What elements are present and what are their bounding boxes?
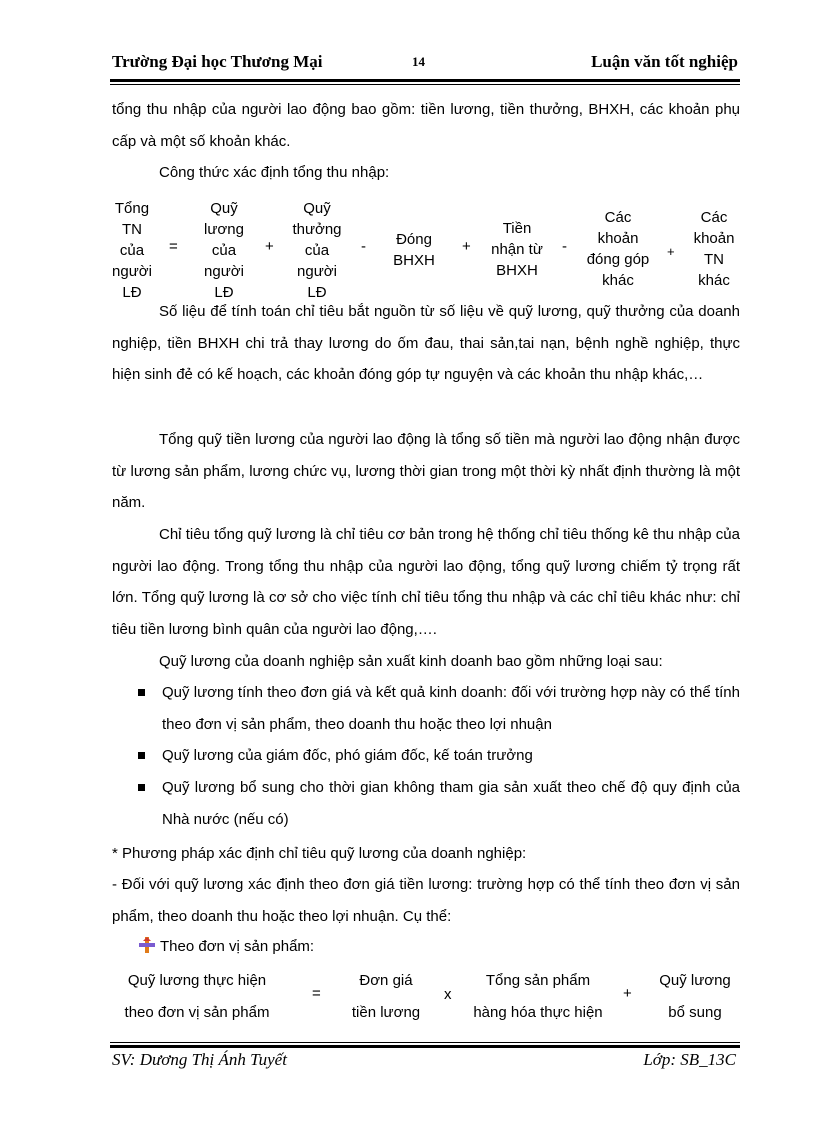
formula-text: người [297,263,337,280]
formula-text: người [112,263,152,280]
formula-text: người [204,263,244,280]
formula-text: của [119,242,145,259]
paragraph-7: * Phương pháp xác định chỉ tiêu quỹ lương của doanh nghiệp: [112,845,527,862]
formula-text: Các [604,209,632,226]
formula-text: nhận từ [491,241,543,258]
formula-text: tiền lương [351,1004,421,1021]
header-rule-thin [110,84,740,85]
plus-sign: + [667,244,675,259]
footer-rule [110,1045,740,1048]
formula-text: Quỹ lương [659,972,731,989]
formula-text: Quỹ [210,200,238,217]
paragraph-4: Tổng quỹ tiền lương của người lao động là tổng số tiền mà người lao động nhận được từ lương sản phẩm, lương chức vụ, lương thời gian trong một thời kỳ nhất định thường là một năm. [112,431,740,511]
bullet-marker [138,784,145,791]
bullet-item-1: Quỹ lương tính theo đơn giá và kết quả kinh doanh: đối với trường hợp này có thể tính theo đơn vị sản phẩm, theo doanh thu hoặc theo lợi nhuận [162,684,740,733]
formula-text: Tổng [114,200,150,217]
formula-term-bonus-fund [286,198,348,303]
paragraph-2: Công thức xác định tổng thu nhập: [159,164,390,181]
formula-text: của [211,242,237,259]
minus-sign: - [562,238,567,255]
formula-text: Đóng [396,231,432,248]
formula-term-salary-fund [196,198,252,303]
formula-term-bhxh-contribution [384,229,444,271]
plus-sign: + [265,238,274,255]
formula-text: Quỹ lương thực hiện [127,972,267,989]
formula-text: LĐ [307,284,327,301]
page-number: 14 [412,54,425,69]
formula-text: BHXH [496,262,538,279]
header-thesis: Luận văn tốt nghiệp [591,52,738,71]
paragraph-3: Số liệu để tính toán chỉ tiêu bắt nguồn từ số liệu về quỹ lương, quỹ thưởng của doanh nghiệp, tiền BHXH chi trả thay lương do ốm đau, thai sản,tai nạn, bệnh nghề nghiệp, thực hiện sinh đẻ có kế hoạch, các khoản đóng góp tự nguyện và các khoản thu nhập khác,… [112,303,740,383]
paragraph-6: Quỹ lương của doanh nghiệp sản xuất kinh doanh bao gồm những loại sau: [159,653,663,670]
formula-text: lương [204,221,244,238]
formula-term-product-salary-fund [112,965,282,1029]
paragraph-9: Theo đơn vị sản phẩm: [160,938,315,955]
bullet-item-2: Quỹ lương của giám đốc, phó giám đốc, kế toán trưởng [162,747,533,764]
bullet-item-3: Quỹ lương bổ sung cho thời gian không tham gia sản xuất theo chế độ quy định của Nhà nước (nếu có) [162,779,740,828]
paragraph-1: tổng thu nhập của người lao động bao gồm: tiền lương, tiền thưởng, BHXH, các khoản phụ cấp và một số khoản khác. [112,101,740,150]
formula-text: Tổng sản phẩm [485,972,591,989]
equals-sign: = [312,985,321,1002]
formula-text: LĐ [214,284,234,301]
plus-arrow-icon [139,937,155,953]
formula-text: BHXH [393,252,435,269]
bullet-marker [138,752,145,759]
times-sign: x [444,986,452,1003]
formula-text: Quỹ [303,200,331,217]
formula-term-other-income [686,207,742,291]
paragraph-5: Chỉ tiêu tổng quỹ lương là chỉ tiêu cơ bản trong hệ thống chỉ tiêu thống kê thu nhập của người lao động. Trong tổng thu nhập của người lao động, tổng quỹ lương chiếm tỷ trọng rất lớn. Tổng quỹ lương là cơ sở cho việc tính chỉ tiêu tổng thu nhập và các chỉ tiêu khác như: chỉ tiêu tiền lương bình quân của người lao động,…. [112,526,740,638]
formula-text: hàng hóa thực hiện [473,1004,603,1021]
formula-term-contributions [580,207,656,291]
plus-sign: + [623,985,632,1002]
footer-rule-thin [110,1042,740,1043]
formula-text: khoản [597,230,639,247]
formula-text: đóng góp [586,251,650,268]
page-header [112,52,738,78]
formula-text: Tiền [502,220,532,237]
formula-text: theo đơn vị sản phẩm [124,1004,270,1021]
header-rule [110,79,740,82]
equals-sign: = [169,238,178,255]
header-school: Trường Đại học Thương Mại [112,52,323,71]
formula-text: của [304,242,330,259]
formula-text: Đơn giá [359,972,413,989]
paragraph-8: - Đối với quỹ lương xác định theo đơn giá tiền lương: trường hợp có thể tính theo đơn vị sản phẩm, theo doanh thu hoặc theo lợi nhuận. Cụ thể: [112,876,740,925]
formula-text: Các [700,209,728,226]
formula-text: TN [122,221,142,238]
formula-text: bổ sung [668,1004,722,1021]
formula-text: TN [704,251,724,268]
formula-term-unit-price [340,965,432,1029]
formula-text: thưởng [292,221,342,238]
bullet-marker [138,689,145,696]
formula-term-total-income [110,198,154,303]
formula-term-supplementary-fund [648,965,742,1029]
formula-term-bhxh-received [484,218,550,281]
plus-sign: + [462,238,471,255]
formula-text: khác [698,272,730,289]
formula-text: khác [602,272,634,289]
footer-class: Lớp: SB_13C [643,1050,736,1069]
formula-text: LĐ [122,284,142,301]
formula-term-total-products [466,965,610,1029]
formula-text: khoản [693,230,735,247]
minus-sign: - [361,238,366,255]
footer-student: SV: Dương Thị Ánh Tuyết [112,1050,287,1069]
